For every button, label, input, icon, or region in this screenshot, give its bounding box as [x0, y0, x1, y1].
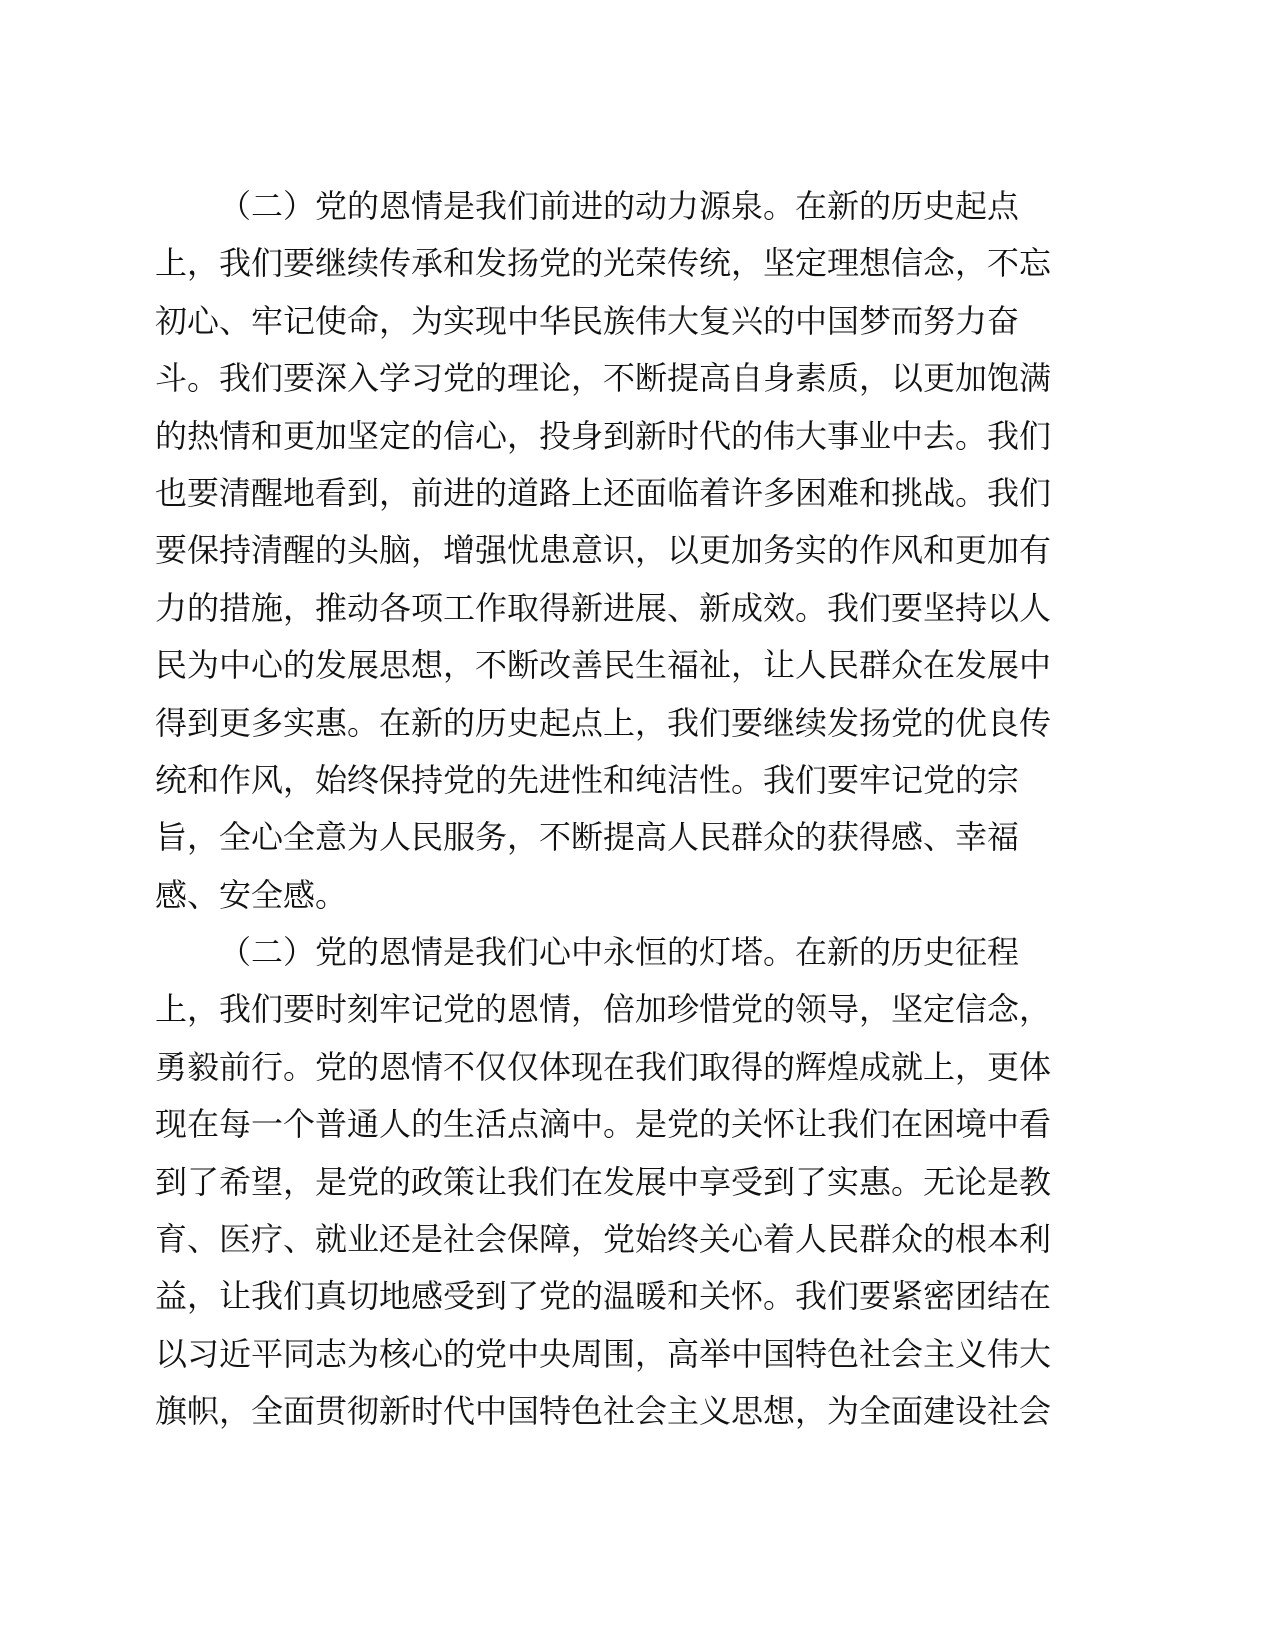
paragraph-1	[155, 178, 1085, 924]
paragraph-line: 民为中心的发展思想，不断改善民生福祉，让人民群众在发展中	[155, 646, 1052, 685]
paragraph-line: 斗。我们要深入学习党的理论，不断提高自身素质，以更加饱满	[155, 359, 1052, 398]
paragraph-line: 得到更多实惠。在新的历史起点上，我们要继续发扬党的优良传	[155, 703, 1052, 742]
paragraph-line: 初心、牢记使命，为实现中华民族伟大复兴的中国梦而努力奋	[155, 301, 1020, 340]
paragraph-line: 到了希望，是党的政策让我们在发展中享受到了实惠。无论是教	[155, 1162, 1052, 1201]
paragraph-line: 旗帜，全面贯彻新时代中国特色社会主义思想，为全面建设社会	[155, 1392, 1052, 1431]
paragraph-line: 益，让我们真切地感受到了党的温暖和关怀。我们要紧密团结在	[155, 1277, 1052, 1316]
paragraph-line: 力的措施，推动各项工作取得新进展、新成效。我们要坚持以人	[155, 588, 1052, 627]
paragraph-line: 现在每一个普通人的生活点滴中。是党的关怀让我们在困境中看	[155, 1105, 1052, 1144]
paragraph-line: 也要清醒地看到，前进的道路上还面临着许多困难和挑战。我们	[155, 473, 1052, 512]
document-body	[155, 178, 1085, 1441]
paragraph-line: （二）党的恩情是我们前进的动力源泉。在新的历史起点	[219, 187, 1020, 225]
paragraph-2	[155, 924, 1085, 1441]
paragraph-line: 统和作风，始终保持党的先进性和纯洁性。我们要牢记党的宗	[155, 760, 1020, 799]
paragraph-line: （二）党的恩情是我们心中永恒的灯塔。在新的历史征程	[219, 933, 1020, 972]
paragraph-line: 要保持清醒的头脑，增强忧患意识，以更加务实的作风和更加有	[155, 531, 1052, 570]
paragraph-line: 上，我们要时刻牢记党的恩情，倍加珍惜党的领导，坚定信念，	[155, 990, 1052, 1029]
paragraph-line: 上，我们要继续传承和发扬党的光荣传统，坚定理想信念，不忘	[155, 244, 1052, 283]
paragraph-line: 感、安全感。	[155, 875, 348, 914]
paragraph-line: 旨，全心全意为人民服务，不断提高人民群众的获得感、幸福	[155, 818, 1020, 857]
paragraph-line: 的热情和更加坚定的信心，投身到新时代的伟大事业中去。我们	[155, 416, 1052, 455]
paragraph-line: 育、医疗、就业还是社会保障，党始终关心着人民群众的根本利	[155, 1220, 1052, 1259]
paragraph-line: 勇毅前行。党的恩情不仅仅体现在我们取得的辉煌成就上，更体	[155, 1047, 1052, 1086]
paragraph-line: 以习近平同志为核心的党中央周围，高举中国特色社会主义伟大	[155, 1334, 1052, 1373]
